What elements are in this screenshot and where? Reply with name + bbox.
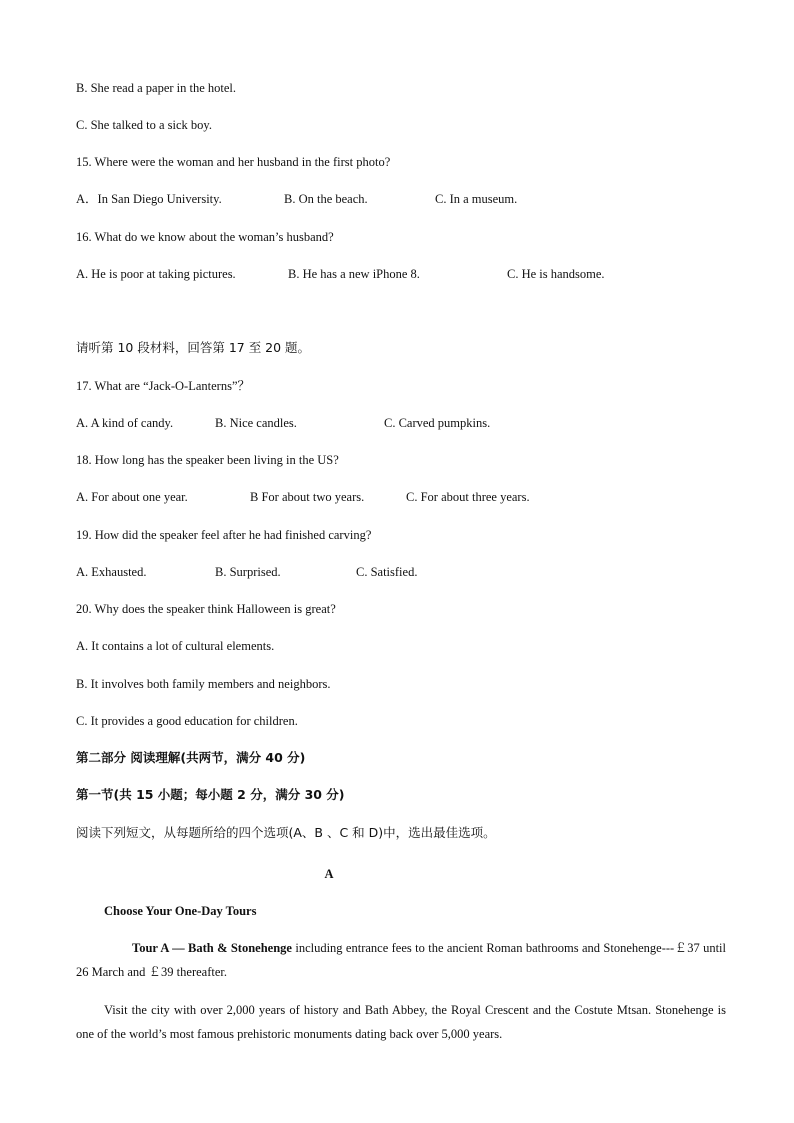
q19-option-a: A. Exhausted. — [76, 565, 147, 579]
q16-option-c: C. He is handsome. — [507, 267, 605, 281]
reading-instruction: 阅读下列短文，从每题所给的四个选项(A、B 、C 和 D)中，选出最佳选项。 — [76, 825, 496, 840]
q20-option-c: C. It provides a good education for children. — [76, 714, 298, 728]
q20-question: 20. Why does the speaker think Halloween is great? — [76, 602, 336, 616]
passage-letter: A — [324, 867, 334, 881]
q19-option-c: C. Satisfied. — [356, 565, 418, 579]
q16-option-a: A. He is poor at taking pictures. — [76, 267, 236, 281]
q17-option-b: B. Nice candles. — [215, 416, 297, 430]
q20-option-a: A. It contains a lot of cultural elements. — [76, 639, 275, 653]
q18-option-b: B For about two years. — [250, 490, 365, 504]
passage-title: Choose Your One-Day Tours — [104, 904, 257, 918]
q17-option-c: C. Carved pumpkins. — [384, 416, 491, 430]
q18-question: 18. How long has the speaker been living in the US? — [76, 453, 339, 467]
q18-option-a: A. For about one year. — [76, 490, 188, 504]
section10-instruction: 请听第 10 段材料，回答第 17 至 20 题。 — [76, 340, 311, 355]
q16-option-b: B. He has a new iPhone 8. — [288, 267, 420, 281]
q18-option-c: C. For about three years. — [406, 490, 530, 504]
q15-option-b: B. On the beach. — [284, 192, 368, 206]
tour-a-paragraph — [76, 936, 726, 984]
q15-option-a: A．In San Diego University. — [76, 192, 222, 206]
q17-question: 17. What are “Jack-O-Lanterns”？ — [76, 379, 250, 393]
q14-option-c: C. She talked to a sick boy. — [76, 118, 212, 132]
q16-question: 16. What do we know about the woman’s husband? — [76, 230, 334, 244]
q17-option-a: A. A kind of candy. — [76, 416, 174, 430]
tour-a-name: Tour A — Bath & Stonehenge — [132, 941, 292, 955]
q20-option-b: B. It involves both family members and neighbors. — [76, 677, 331, 691]
q19-question: 19. How did the speaker feel after he had finished carving? — [76, 528, 372, 542]
q15-option-c: C. In a museum. — [435, 192, 518, 206]
section1-heading: 第一节(共 15 小题；每小题 2 分，满分 30 分) — [76, 787, 345, 802]
q15-question: 15. Where were the woman and her husband in the first photo? — [76, 155, 391, 169]
tour-a-description: Visit the city with over 2,000 years of history and Bath Abbey, the Royal Crescent and the Costute Mtsan. Stonehenge is one of the world’s most famous prehistoric monuments dating back over 5,000 years. — [76, 1003, 726, 1041]
q19-option-b: B. Surprised. — [215, 565, 281, 579]
q14-option-b: B. She read a paper in the hotel. — [76, 81, 237, 95]
part2-heading: 第二部分 阅读理解(共两节，满分 40 分) — [76, 750, 306, 765]
tour-a-text: including entrance fees to the ancient Roman bathrooms and Stonehenge---￡37 until 26 March and ￡39 thereafter. — [76, 941, 726, 979]
